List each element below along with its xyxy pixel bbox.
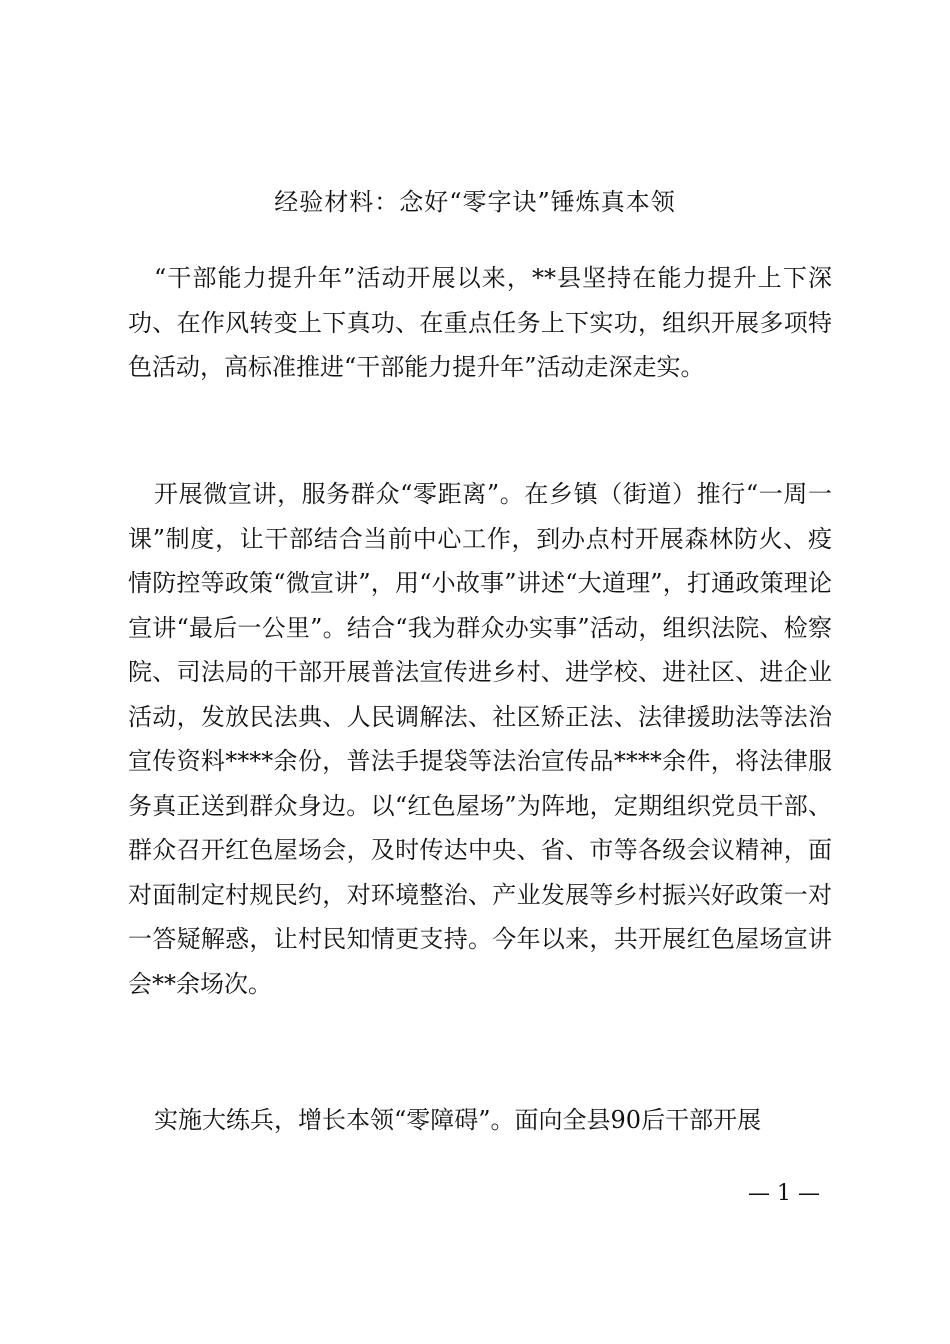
document-title: 经验材料：念好“零字诀”锤炼真本领	[274, 188, 676, 216]
paragraph-training: 实施大练兵，增长本领“零障碍”。面向全县90后干部开展	[154, 1106, 762, 1134]
paragraph-intro: “干部能力提升年”活动开展以来，**县坚持在能力提升上下深功、在作风转变上下真功、在重点任务上下实功，组织开展多项特色活动，高标准推进“干部能力提升年”活动走深走实。	[128, 264, 832, 381]
paragraph-micro-lecture: 开展微宣讲，服务群众“零距离”。在乡镇（街道）推行“一周一课”制度，让干部结合当前中心工作，到办点村开展森林防火、疫情防控等政策“微宣讲”，用“小故事”讲述“大道理”，打通政策理论宣讲“最后一公里”。结合“我为群众办实事”活动，组织法院、检察院、司法局的干部开展普法宣传进乡村、进学校、进社区、进企业活动，发放民法典、人民调解法、社区矫正法、法律援助法等法治宣传资料****余份，普法手提袋等法治宣传品****余件，将法律服务真正送到群众身边。以“红色屋场”为阵地，定期组织党员干部、群众召开红色屋场会，及时传达中央、省、市等各级会议精神，面对面制定村规民约，对环境整治、产业发展等乡村振兴好政策一对一答疑解惑，让村民知情更支持。今年以来，共开展红色屋场宣讲会**余场次。	[128, 480, 832, 998]
page-number: — 1 —	[748, 1181, 820, 1206]
